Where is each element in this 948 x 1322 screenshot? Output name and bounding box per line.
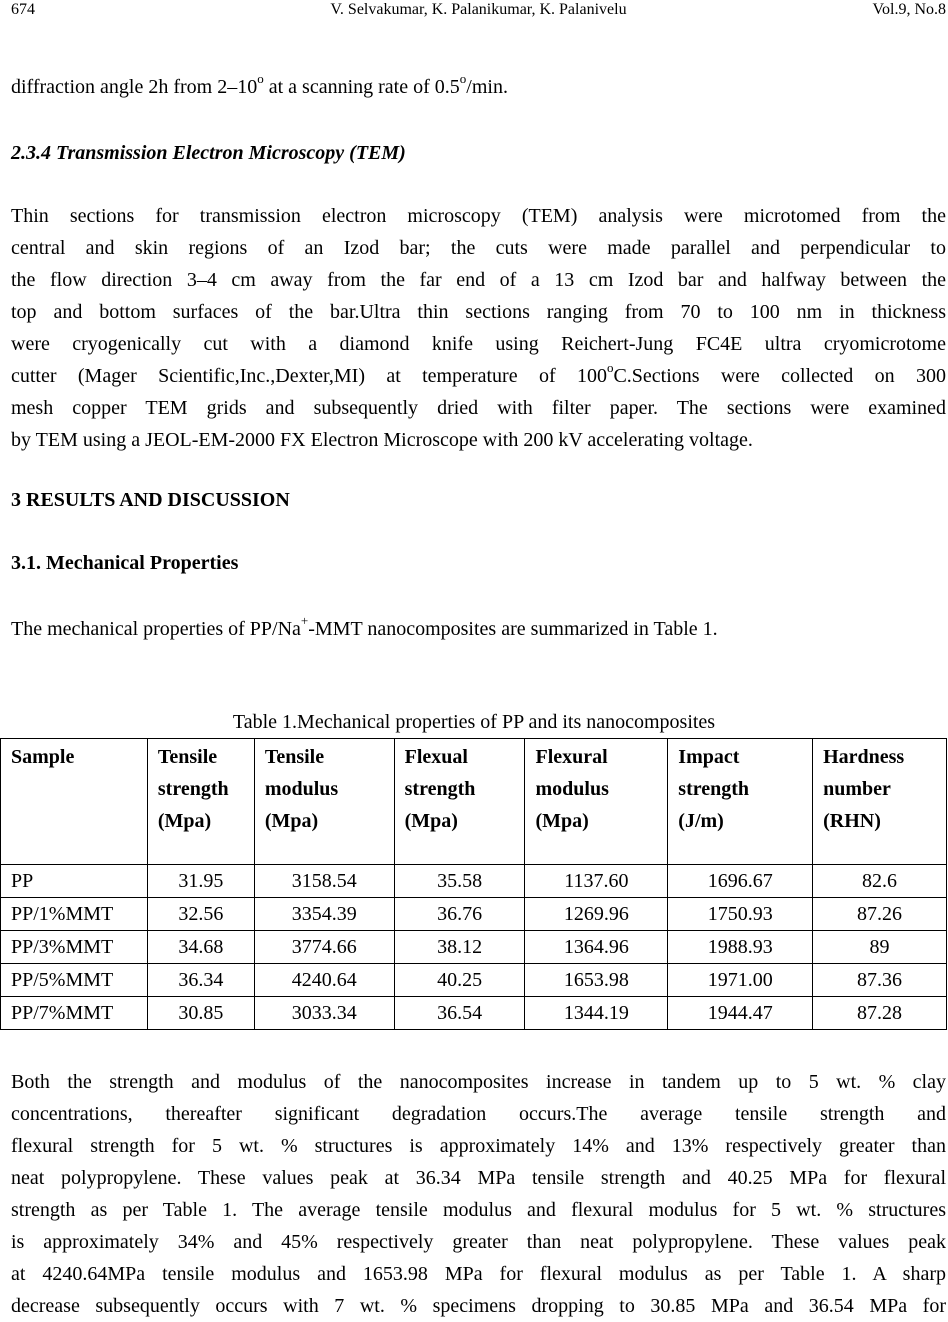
degree-superscript-1: o (257, 71, 264, 87)
cell-value: 87.28 (813, 997, 947, 1030)
cell-value: 1364.96 (525, 931, 668, 964)
cell-value: 1971.00 (668, 964, 813, 997)
tem-line: mesh copper TEM grids and subsequently dried with filter paper. The sections were examined (11, 397, 946, 419)
header-line: (Mpa) (157, 810, 212, 832)
header-line: (Mpa) (404, 810, 458, 832)
table-row (1, 865, 947, 898)
cell-value: 31.95 (147, 865, 254, 898)
cell-sample: PP/3%MMT (1, 931, 148, 964)
cell-value: 1750.93 (668, 898, 813, 931)
header-line: (J/m) (678, 810, 724, 832)
cell-value: 36.34 (147, 964, 254, 997)
table-caption: Table 1.Mechanical properties of PP and its nanocomposites (232, 711, 716, 733)
header-line: modulus (535, 778, 609, 800)
intro-line (11, 71, 508, 99)
cell-value: 1944.47 (668, 997, 813, 1030)
header-sample (1, 739, 148, 865)
tem-line-with-superscript (11, 360, 946, 392)
header-flexual-strength (394, 739, 525, 865)
cell-value: 38.12 (394, 931, 525, 964)
cell-sample: PP/5%MMT (1, 964, 148, 997)
tem-paragraph (11, 200, 946, 456)
header-line: (Mpa) (535, 810, 589, 832)
tem-line: central and skin regions of an Izod bar; the cuts were made parallel and perpendicular to (11, 237, 946, 259)
discussion-line: flexural strength for 5 wt. % structures is approximately 14% and 13% respectively greater than (11, 1135, 946, 1157)
discussion-line: at 4240.64MPa tensile modulus and 1653.98 MPa for flexural modulus as per Table 1. A sharp (11, 1263, 946, 1285)
cell-value: 82.6 (813, 865, 947, 898)
cell-value: 36.54 (394, 997, 525, 1030)
cell-value: 1988.93 (668, 931, 813, 964)
cell-value: 3354.39 (254, 898, 394, 931)
cell-sample: PP/7%MMT (1, 997, 148, 1030)
discussion-line: is approximately 34% and 45% respectively greater than neat polypropylene. These values peak (11, 1231, 946, 1253)
cell-value: 4240.64 (254, 964, 394, 997)
page-number: 674 (11, 1, 35, 18)
cell-value: 87.26 (813, 898, 947, 931)
header-line: number (823, 778, 891, 800)
degree-superscript-3: o (606, 360, 614, 376)
cell-value: 89 (813, 931, 947, 964)
cell-value: 1696.67 (668, 865, 813, 898)
header-impact-strength (668, 739, 813, 865)
table-row (1, 931, 947, 964)
header-flexural-modulus (525, 739, 668, 865)
header-line: modulus (264, 778, 339, 800)
cell-value: 1653.98 (525, 964, 668, 997)
discussion-line: decrease subsequently occurs with 7 wt. % specimens dropping to 30.85 MPa and 36.54 MPa for (11, 1295, 946, 1317)
header-line: Impact (678, 746, 740, 768)
tem-line: the flow direction 3–4 cm away from the far end of a 13 cm Izod bar and halfway between the (11, 269, 946, 291)
tem-line6-post: C.Sections were collected on 300 (613, 365, 946, 387)
discussion-line: strength as per Table 1. The average tensile modulus and flexural modulus for 5 wt. % structures (11, 1199, 946, 1221)
header-tensile-strength (147, 739, 254, 865)
results-heading: 3 RESULTS AND DISCUSSION (11, 489, 290, 511)
header-line: Sample (11, 746, 75, 768)
cell-value: 1269.96 (525, 898, 668, 931)
intro-line-text-3: /min. (466, 76, 508, 98)
header-line: strength (404, 778, 476, 800)
mech-heading: 3.1. Mechanical Properties (11, 552, 239, 574)
cell-value: 87.36 (813, 964, 947, 997)
cell-value: 30.85 (147, 997, 254, 1030)
table-row (1, 898, 947, 931)
header-line: Hardness (823, 746, 905, 768)
cell-value: 1137.60 (525, 865, 668, 898)
header-volume: Vol.9, No.8 (872, 1, 946, 18)
intro-line-text-2: at a scanning rate of 0.5 (263, 76, 460, 98)
header-line: (Mpa) (264, 810, 319, 832)
cell-value: 34.68 (147, 931, 254, 964)
mech-intro-pre: The mechanical properties of PP/Na (11, 618, 301, 640)
tem-line6-pre: cutter (Mager Scientific,Inc.,Dexter,MI) at temperature of 100 (11, 365, 607, 387)
discussion-line: neat polypropylene. These values peak at 36.34 MPa tensile strength and 40.25 MPa for flexural (11, 1167, 946, 1189)
table-header-row (1, 739, 947, 865)
header-line: Tensile (157, 746, 218, 768)
tem-heading: 2.3.4 Transmission Electron Microscopy (TEM) (11, 142, 406, 164)
header-line: (RHN) (823, 810, 881, 832)
cell-value: 3033.34 (254, 997, 394, 1030)
cell-value: 3774.66 (254, 931, 394, 964)
plus-superscript: + (300, 613, 309, 629)
header-line: Flexual (404, 746, 468, 768)
degree-superscript-2: o (459, 71, 467, 87)
cell-value: 40.25 (394, 964, 525, 997)
cell-value: 35.58 (394, 865, 525, 898)
table-row (1, 964, 947, 997)
cell-sample: PP (1, 865, 148, 898)
discussion-line: Both the strength and modulus of the nanocomposites increase in tandem up to 5 wt. % clay (11, 1071, 946, 1093)
header-hardness-number (813, 739, 947, 865)
header-line: Flexural (535, 746, 608, 768)
cell-value: 1344.19 (525, 997, 668, 1030)
discussion-line: concentrations, thereafter significant degradation occurs.The average tensile strength and (11, 1103, 946, 1125)
header-authors: V. Selvakumar, K. Palanikumar, K. Palanivelu (330, 1, 627, 18)
intro-line-text-1: diffraction angle 2h from 2–10 (11, 76, 258, 98)
tem-line: were cryogenically cut with a diamond knife using Reichert-Jung FC4E ultra cryomicrotome (11, 333, 946, 355)
cell-value: 32.56 (147, 898, 254, 931)
tem-line: Thin sections for transmission electron microscopy (TEM) analysis were microtomed from the (11, 205, 946, 227)
running-header (11, 0, 946, 22)
tem-line: top and bottom surfaces of the bar.Ultra thin sections ranging from 70 to 100 nm in thickness (11, 301, 946, 323)
cell-value: 3158.54 (254, 865, 394, 898)
header-line: strength (157, 778, 229, 800)
cell-sample: PP/1%MMT (1, 898, 148, 931)
discussion-paragraph (11, 1066, 946, 1322)
table-row (1, 997, 947, 1030)
mechanical-properties-table (0, 738, 947, 1030)
header-line: Tensile (264, 746, 325, 768)
header-line: strength (678, 778, 750, 800)
tem-line: by TEM using a JEOL-EM-2000 FX Electron Microscope with 200 kV accelerating voltage. (11, 429, 753, 451)
mech-intro (11, 613, 718, 641)
header-tensile-modulus (254, 739, 394, 865)
cell-value: 36.76 (394, 898, 525, 931)
mech-intro-post: -MMT nanocomposites are summarized in Table 1. (308, 618, 718, 640)
